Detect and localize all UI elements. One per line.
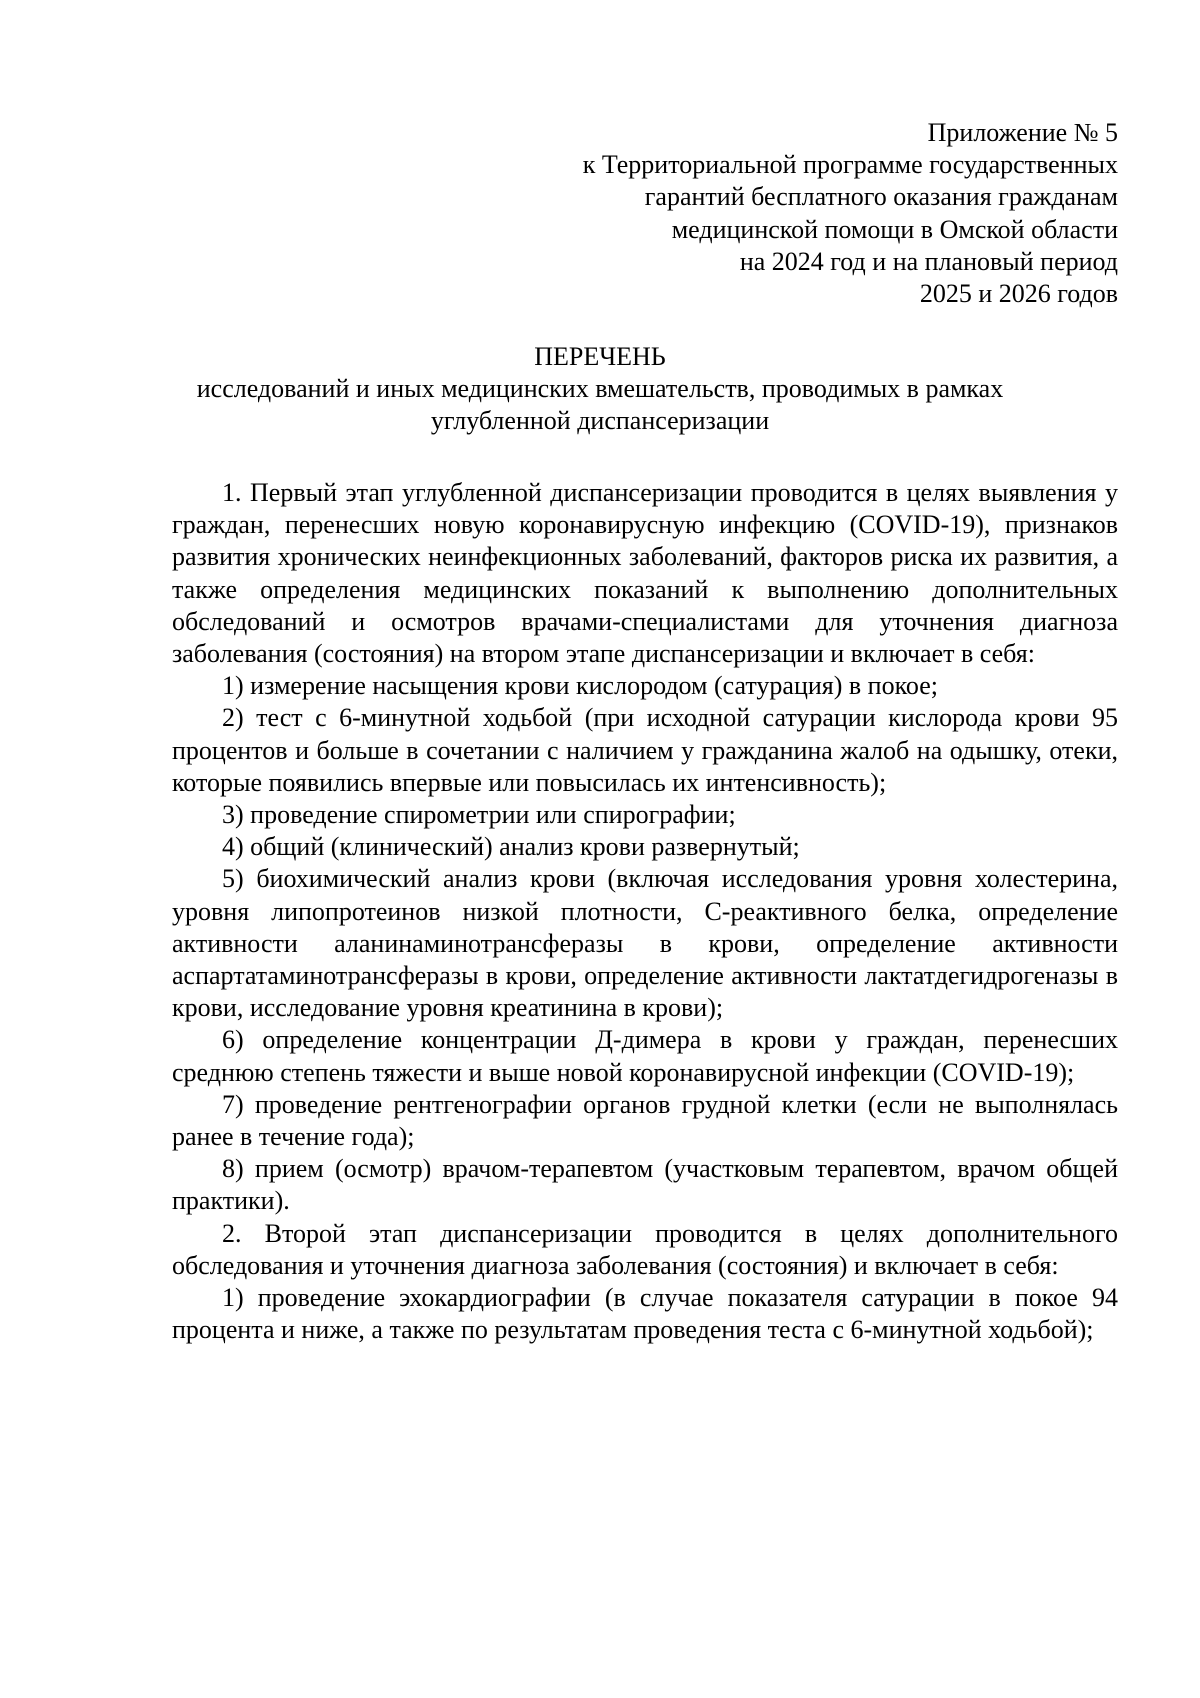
list-item: 1) измерение насыщения крови кислородом (сатурация) в покое; — [222, 671, 938, 701]
section-paragraph: 2. Второй этап диспансеризации проводится в целях дополнительного обследования и уточнения диагноза заболевания (состояния) и включает в себя: — [172, 1218, 1118, 1280]
appendix-header — [583, 117, 1118, 310]
list-item: 6) определение концентрации Д-димера в крови у граждан, перенесших среднюю степень тяжести и выше новой коронавирусной инфекции (COVID-19); — [172, 1025, 1118, 1087]
list-item: 8) прием (осмотр) врачом-терапевтом (участковым терапевтом, врачом общей практики). — [172, 1154, 1118, 1216]
list-item: 3) проведение спирометрии или спирографии; — [222, 800, 736, 830]
list-item: 4) общий (клинический) анализ крови развернутый; — [222, 832, 800, 862]
list-item: 1) проведение эхокардиографии (в случае показателя сатурации в покое 94 процента и ниже, а также по результатам проведения теста с 6-минутной ходьбой); — [172, 1283, 1118, 1345]
list-item: 5) биохимический анализ крови (включая исследования уровня холестерина, уровня липопротеинов низкой плотности, С-реактивного белка, определение активности аланинаминотрансферазы в крови, определение активности аспартатаминотрансферазы в крови, определение активности лактатдегидрогеназы в крови, исследование уровня креатинина в крови); — [172, 864, 1118, 1023]
appendix-line: к Территориальной программе государственных — [582, 150, 1118, 180]
document-title: ПЕРЕЧЕНЬ — [534, 342, 666, 371]
appendix-line: на 2024 год и на плановый период — [739, 246, 1118, 276]
list-item: 2) тест с 6-минутной ходьбой (при исходной сатурации кислорода крови 95 процентов и больше в сочетании с наличием у гражданина жалоб на одышку, отеки, которые появились впервые или повысилась их интенсивность); — [172, 703, 1118, 797]
document-body — [172, 477, 1118, 1346]
document-subtitle-line: углубленной диспансеризации — [430, 406, 770, 436]
document-heading — [150, 341, 1050, 438]
list-item: 7) проведение рентгенографии органов грудной клетки (если не выполнялась ранее в течение года); — [172, 1089, 1118, 1152]
section-paragraph: 1. Первый этап углубленной диспансеризации проводится в целях выявления у граждан, перенесших новую коронавирусную инфекцию (COVID-19), признаков развития хронических неинфекционных заболеваний, факторов риска их развития, а также определения медицинских показаний к выполнению дополнительных обследований и осмотров врачами-специалистами для уточнения диагноза заболевания (состояния) на втором этапе диспансеризации и включает в себя: — [172, 478, 1118, 669]
appendix-line: медицинской помощи в Омской области — [671, 214, 1118, 244]
appendix-line: Приложение № 5 — [927, 118, 1118, 147]
appendix-line: гарантий бесплатного оказания гражданам — [644, 182, 1118, 212]
document-subtitle-line: исследований и иных медицинских вмешательств, проводимых в рамках — [196, 374, 1004, 404]
appendix-line: 2025 и 2026 годов — [919, 279, 1118, 309]
